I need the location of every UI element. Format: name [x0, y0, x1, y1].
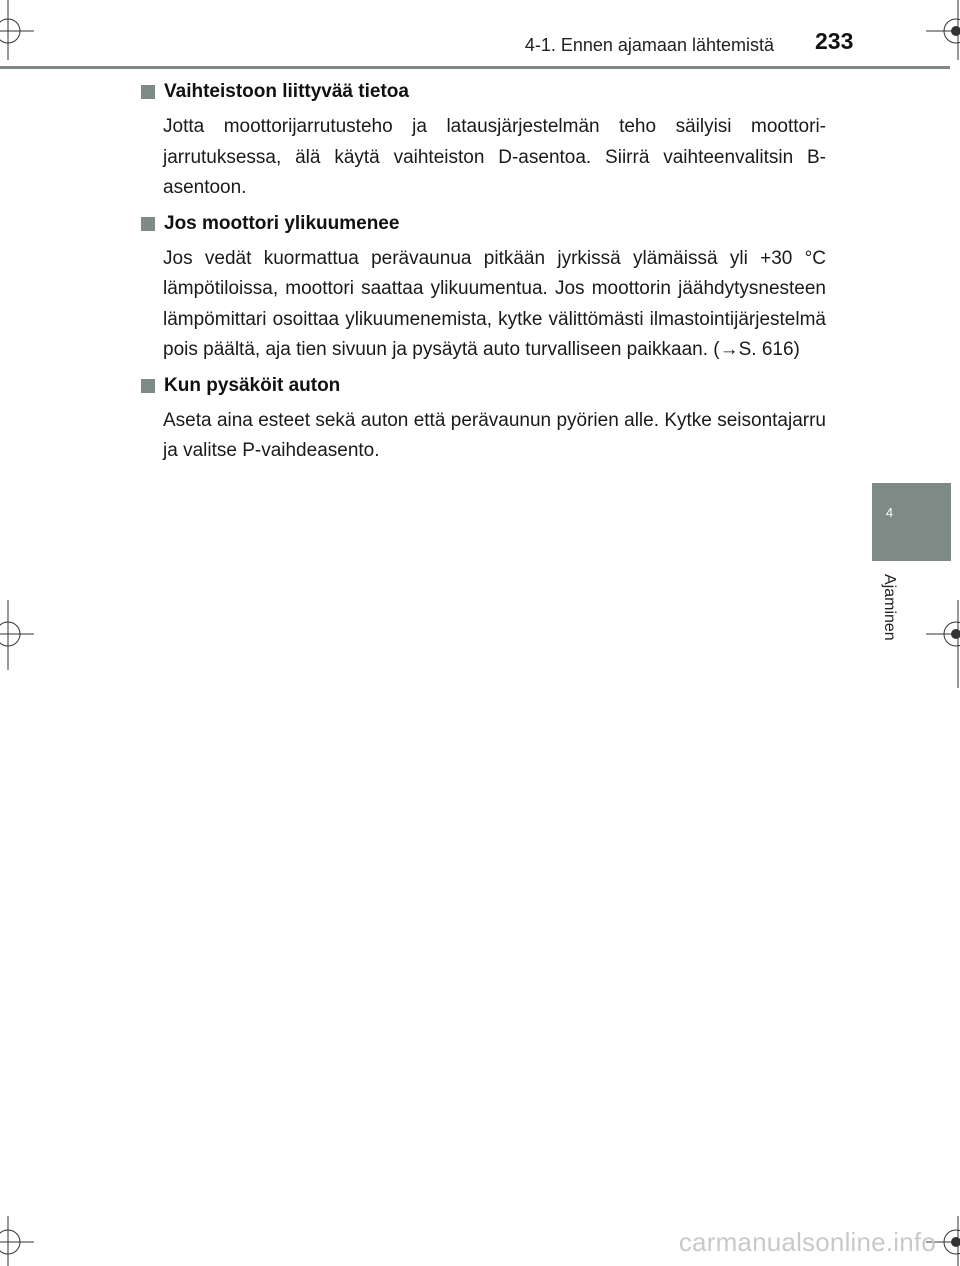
section-heading-text: Vaihteistoon liittyvää tietoa	[164, 81, 409, 102]
section-body: Jos vedät kuormattua perävaunua pitkään jyrkissä ylämäissä yli +30 °C lämpötiloissa, moottori saattaa ylikuumentua. Jos moottorin jäähdytysnesteen lämpömittari osoittaa ylikuumenemista, kytke välittömästi ilmastointijärjestelmä pois päältä, aja tien sivuun ja pysäytä auto turvalliseen paikkaan. (→S. 616)	[163, 247, 826, 360]
square-bullet-icon	[141, 85, 155, 99]
section-heading	[140, 210, 826, 238]
watermark-text: carmanualsonline.info	[678, 1227, 936, 1257]
chapter-tab	[872, 483, 951, 561]
chapter-number: 4	[885, 505, 894, 520]
section-body: Aseta aina esteet sekä auton että perävaunun pyörien alle. Kytke seisontajarru ja valitse P-vaihdeasento.	[163, 409, 826, 461]
crop-mark-top-right	[920, 0, 960, 70]
section-heading	[140, 372, 826, 400]
crop-mark-mid-left	[0, 600, 40, 670]
section-parking	[140, 372, 826, 467]
section-transmission-info	[140, 78, 826, 204]
section-heading	[140, 78, 826, 106]
square-bullet-icon	[141, 379, 155, 393]
main-content	[140, 78, 826, 473]
square-bullet-icon	[141, 217, 155, 231]
section-engine-overheat	[140, 210, 826, 366]
section-heading-text: Jos moottori ylikuumenee	[164, 212, 400, 234]
crop-mark-top-left	[0, 0, 40, 70]
running-header: 4-1. Ennen ajamaan lähtemistä	[524, 35, 774, 55]
chapter-title-container	[872, 566, 908, 656]
page-number: 233	[815, 28, 854, 54]
section-body: Jotta moottorijarrutusteho ja latausjärjestelmän teho säilyisi moottori-jarrutuksessa, älä käytä vaihteiston D-asentoa. Siirrä vaihteenvalitsin B-asentoon.	[163, 116, 826, 198]
section-heading-text: Kun pysäköit auton	[164, 374, 341, 396]
crop-mark-mid-right	[920, 600, 960, 690]
header-rule	[0, 66, 950, 69]
chapter-title: Ajaminen	[881, 574, 898, 641]
crop-mark-bottom-left	[0, 1206, 40, 1266]
